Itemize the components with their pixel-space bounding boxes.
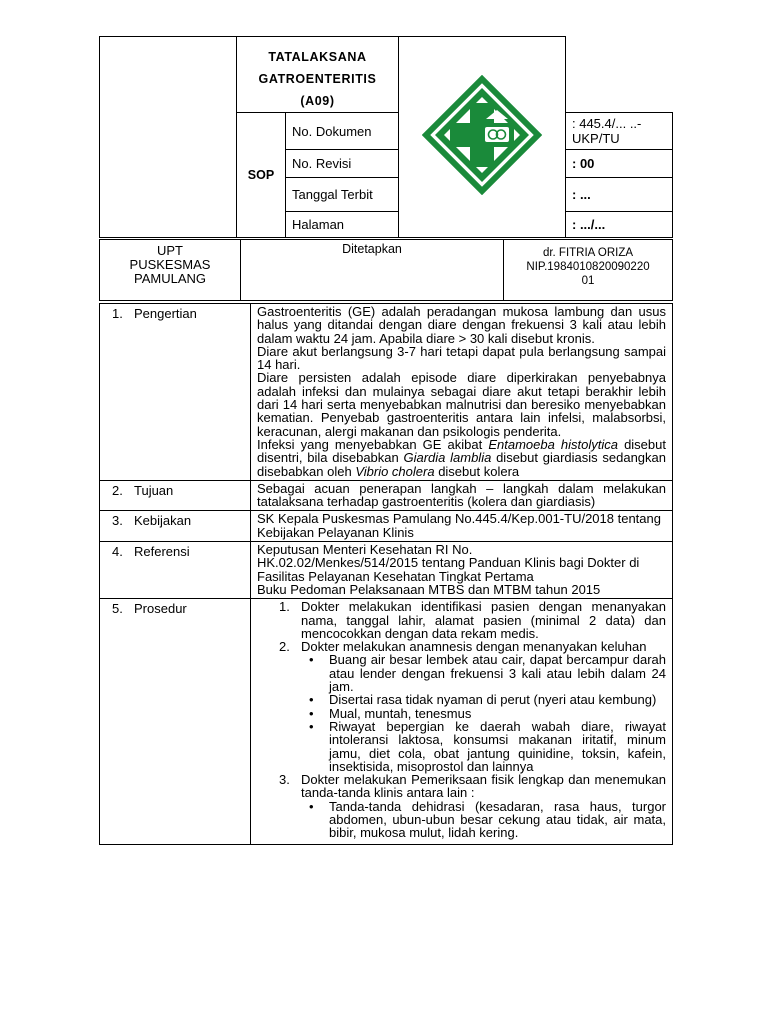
section-title: Pengertian: [134, 306, 197, 321]
logo-cell: [399, 37, 566, 238]
section-body-prosedur: [251, 599, 673, 844]
procedure-step: [257, 773, 666, 839]
step-text: Dokter melakukan Pemeriksaan fisik lengkap dan menemukan tanda-tanda klinis antara lain :: [301, 772, 666, 801]
italic-term: Giardia lamblia: [403, 450, 492, 466]
title-line-2: (A09): [300, 94, 335, 108]
meta-value-dokumen-text: : 445.4/... ..- UKP/TU: [572, 116, 642, 146]
meta-value-revisi: : 00: [566, 150, 673, 178]
bullet-item: • Riwayat bepergian ke daerah wabah diare, riwayat intoleransi laktosa, konsumsi makanan iritatif, minum jamu, diet cola, obat jantung quinidine, toksin, kafein, insektisida, misoprostol dan lainnya: [301, 720, 666, 773]
meta-label-halaman: Halaman: [286, 212, 399, 238]
bullet-item: • Buang air besar lembek atau cair, dapat bercampur darah atau lender dengan frekuensi 3 kali atau lebih dalam 24 jam.: [301, 653, 666, 693]
org-name: [100, 240, 241, 301]
sop-label: SOP: [237, 113, 286, 238]
reference-line: Buku Pedoman Pelaksanaan MTBS dan MTBM tahun 2015: [257, 581, 601, 597]
document-title: [237, 37, 399, 113]
section-label-referensi: [100, 542, 251, 599]
header-table: [99, 36, 673, 238]
ditetapkan-cell: Ditetapkan: [241, 240, 504, 301]
signer-cell: [504, 240, 673, 301]
meta-value-tanggal: : ...: [566, 178, 673, 212]
meta-label-revisi: No. Revisi: [286, 150, 399, 178]
section-title: Tujuan: [134, 482, 174, 498]
step-bullets: [301, 800, 666, 840]
section-number: 1.: [112, 306, 123, 321]
step-bullets: [301, 653, 666, 773]
section-title: Prosedur: [134, 601, 187, 617]
section-label-pengertian: [100, 304, 251, 481]
procedure-step: [257, 640, 666, 773]
section-number: 4.: [112, 544, 123, 560]
org-name-line: PAMULANG: [134, 271, 206, 286]
title-line-1: TATALAKSANA GATROENTERITIS: [258, 50, 377, 86]
step-number: 2.: [279, 639, 290, 655]
section-label-kebijakan: [100, 511, 251, 542]
bullet-item: • Tanda-tanda dehidrasi (kesadaran, rasa haus, turgor abdomen, ubun-ubun besar cekung atau tidak, air mata, bibir, mukosa mulut, lidah kering.: [301, 800, 666, 840]
paragraph: Gastroenteritis (GE) adalah peradangan mukosa lambung dan usus halus yang ditandai dengan diare dengan frekuensi 3 kali atau lebih dalam waktu 24 jam. Apabila diare > 30 kali disebut kronis.: [257, 304, 666, 346]
content-table: [99, 303, 673, 845]
meta-value-halaman: : .../...: [566, 212, 673, 238]
italic-term: Vibrio cholera: [355, 463, 435, 479]
section-title: Referensi: [134, 544, 190, 560]
section-body-referensi: [251, 542, 673, 599]
signer-nip-cont: 01: [581, 275, 595, 287]
sop-document: [99, 36, 673, 845]
meta-value-dokumen: [566, 113, 673, 150]
paragraph: Diare akut berlangsung 3-7 hari tetapi dapat pula berlangsung sampai 14 hari.: [257, 343, 666, 373]
text-run: Infeksi yang menyebabkan GE akibat: [257, 436, 489, 452]
org-name-line: PUSKESMAS: [129, 257, 211, 272]
section-body-tujuan: Sebagai acuan penerapan langkah – langkah dalam melakukan tatalaksana terhadap gastroenteritis (kolera dan giardiasis): [251, 480, 673, 511]
section-number: 2.: [112, 482, 123, 498]
signer-name: dr. FITRIA ORIZA: [542, 247, 634, 259]
text-run: disebut kolera: [434, 463, 520, 479]
section-label-tujuan: [100, 480, 251, 511]
step-text: Dokter melakukan anamnesis dengan menanyakan keluhan: [301, 639, 647, 655]
section-body-pengertian: [251, 304, 673, 481]
procedure-steps: [257, 600, 666, 839]
paragraph: [257, 438, 666, 478]
paragraph: Diare persisten adalah episode diare diperkirakan penyebabnya adalah infeksi dan mulainya sebagai diare akut tetapi berakhir lebih dari 14 hari serta menyebabkan malnutrisi dan beresiko menyebabkan kematian. Penyebab gastroenteritis antara lain infelsi, malabsorbsi, keracunan, alergi makanan dan psikologis penderita.: [257, 370, 666, 439]
step-number: 1.: [279, 599, 290, 615]
section-number: 3.: [112, 513, 123, 529]
reference-line: HK.02.02/Menkes/514/2015 tentang Panduan Klinis bagi Dokter di Fasilitas Pelayanan Kesehatan Tingkat Pertama: [257, 555, 640, 584]
signer-nip: NIP.1984010820090220: [526, 261, 650, 273]
text-run: disebut giardiasis sedangkan disebabkan oleh: [257, 450, 667, 479]
section-title: Kebijakan: [134, 513, 192, 529]
procedure-step: [257, 600, 666, 640]
meta-label-dokumen: No. Dokumen: [286, 113, 399, 150]
italic-term: Entamoeba histolytica: [488, 436, 618, 452]
puskesmas-logo-icon: [422, 75, 542, 195]
step-number: 3.: [279, 772, 290, 788]
meta-label-tanggal: Tanggal Terbit: [286, 178, 399, 212]
org-name-line: UPT: [157, 243, 183, 258]
bullet-item: • Mual, muntah, tenesmus: [301, 707, 666, 720]
approval-table: [99, 239, 673, 301]
reference-line: Keputusan Menteri Kesehatan RI No.: [257, 542, 473, 558]
text-run: disebut disentri, bila disebabkan: [257, 436, 666, 466]
section-label-prosedur: [100, 599, 251, 844]
step-text: Dokter melakukan identifikasi pasien dengan menanyakan nama, tanggal lahir, alamat pasien (minimal 2 data) dan mencocokkan dengan data rekam medis.: [301, 599, 666, 641]
section-number: 5.: [112, 601, 123, 617]
section-body-kebijakan: SK Kepala Puskesmas Pamulang No.445.4/Kep.001-TU/2018 tentang Kebijakan Pelayanan Klinis: [251, 511, 673, 542]
bullet-item: • Disertai rasa tidak nyaman di perut (nyeri atau kembung): [301, 693, 666, 706]
blank-cell: [100, 37, 237, 238]
